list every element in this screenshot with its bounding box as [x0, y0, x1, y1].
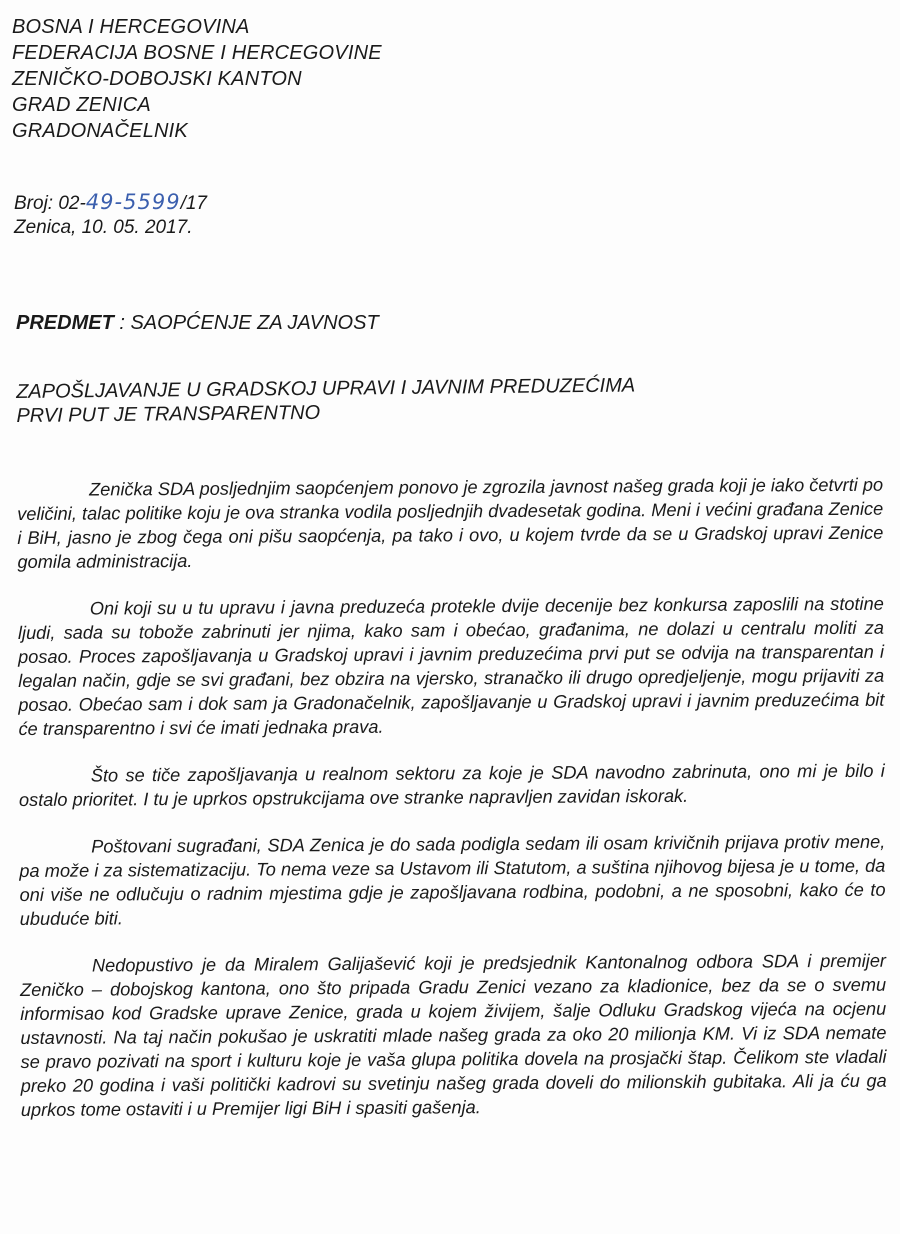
paragraph: Nedopustivo je da Miralem Galijašević koji je predsjednik Kantonalnog odbora SDA i premijer Zeničko – dobojskog kantona, ono što pripada Gradu Zenici vezano za kladionice, bez da se o svemu informisao kod Gradske uprave Zenice, grada u kojem živijem, šalje Odluku Gradskog vijeća na ocjenu ustavnosti. Na taj način pokušao je uskratiti mlade našeg grada za oko 20 milionja KM. Vi iz SDA nemate se pravo pozivati na sport i kulturu koje je vaša glupa politika dovela na prosjački štap. Čelikom ste vladali preko 20 godina i vaši politički kadrovi su svetinju našeg grada doveli do milionskih gubitaka. Ali ja ću ga uprkos tome ostaviti i u Premijer ligi BiH i spasiti gašenja. [20, 950, 887, 1120]
subject-line [16, 312, 379, 335]
letterhead-city: GRAD ZENICA [12, 94, 151, 116]
letterhead-canton: ZENIČKO-DOBOJSKI KANTON [12, 68, 302, 90]
letterhead [12, 14, 382, 144]
reference-block [14, 190, 207, 240]
subject-separator: : [113, 312, 131, 334]
subject-label: PREDMET [16, 312, 114, 334]
reference-number-prefix: Broj: 02- [14, 193, 86, 214]
handwritten-number: 49-5599 [85, 190, 181, 214]
headline-line-2: PRVI PUT JE TRANSPARENTNO [16, 401, 321, 427]
reference-number [14, 190, 207, 216]
subject-text: SAOPĆENJE ZA JAVNOST [130, 312, 379, 334]
body-text [17, 473, 887, 1122]
paragraph: Zenička SDA posljednjim saopćenjem ponovo je zgrozila javnost našeg grada koji je iako četvrti po veličini, talac politike koju je ova stranka vodila posljednjih dvadesetak godina. Meni i većini građana Zenice i BiH, jasno je zbog čega oni pišu saopćenja, pa tako i ovo, u kojem tvrde da se u Gradskoj upravi Zenice gomila administracija. [17, 474, 884, 572]
paragraph: Poštovani sugrađani, SDA Zenica je do sada podigla sedam ili osam krivičnih prijava protiv mene, pa može i za sistematizaciju. To nema veze sa Ustavom ili Statutom, a suština njihovog bijesa je u tome, da oni više ne odlučuju o radnim mjestima gdje je zapošljavana rodbina, podobni, a ne sposobni, kako će to ubuduće biti. [19, 831, 886, 929]
letterhead-country: BOSNA I HERCEGOVINA [12, 16, 250, 38]
letterhead-office: GRADONAČELNIK [12, 120, 188, 142]
paragraph: Što se tiče zapošljavanja u realnom sektoru za koje je SDA navodno zabrinuta, ono mi je bilo i ostalo prioritet. I tu je uprkos opstrukcijama ove stranke napravljen zavidan iskorak. [18, 760, 885, 810]
paragraph: Oni koji su u tu upravu i javna preduzeća protekle dvije decenije bez konkursa zaposlili na stotine ljudi, sada su tobože zabrinuti jer njima, kako sam i obećao, građanima, ne dolazi u centralu moliti za posao. Proces zapošljavanja u Gradskoj upravi i javnim preduzećima prvi put se odvija na transparentan i legalan način, gdje se svi građani, bez obzira na vjersko, stranačko ili drugo opredjeljenje, mogu prijaviti za posao. Obećao sam i dok sam ja Gradonačelnik, zapošljavanje u Gradskoj upravi i javnim preduzećima bit će transparentno i svi će imati jednaka prava. [17, 593, 885, 739]
letterhead-federation: FEDERACIJA BOSNE I HERCEGOVINE [12, 42, 382, 64]
headline-line-1: ZAPOŠLJAVANJE U GRADSKOJ UPRAVI I JAVNIM PREDUZEĆIMA [16, 374, 636, 403]
reference-number-suffix: /17 [180, 193, 207, 214]
headline [16, 374, 636, 428]
place-date: Zenica, 10. 05. 2017. [14, 217, 193, 238]
